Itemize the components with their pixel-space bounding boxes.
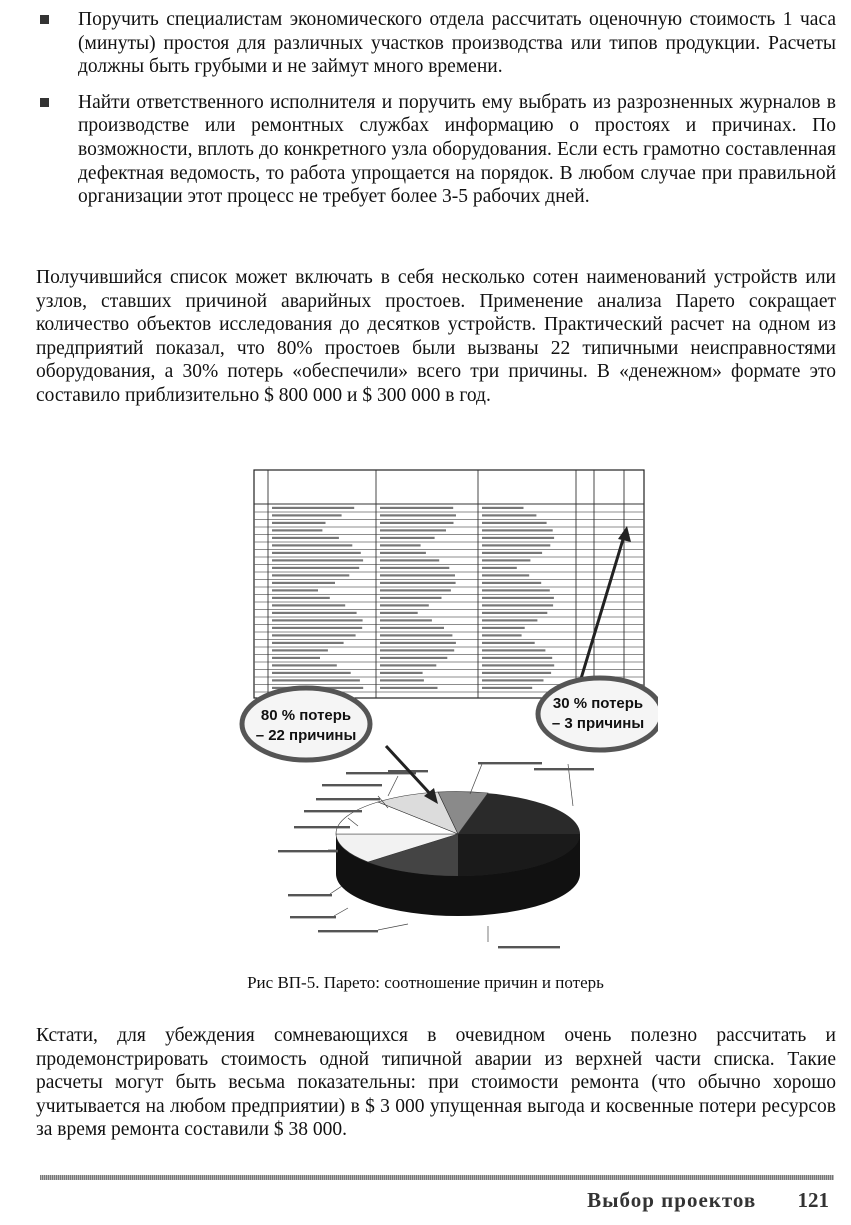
table-cell-text-illegible	[482, 619, 537, 621]
table-cell-text-illegible	[482, 537, 554, 539]
table-cell-text-illegible	[482, 657, 552, 659]
running-head: Выбор проектов	[587, 1188, 757, 1212]
table-cell-text-illegible	[272, 529, 322, 531]
table-cell-text-illegible	[272, 612, 357, 614]
pareto-figure	[238, 446, 658, 966]
table-cell-text-illegible	[272, 619, 363, 621]
table-cell-text-illegible	[272, 657, 320, 659]
list-item	[36, 91, 836, 209]
table-cell-text-illegible	[272, 544, 352, 546]
pie-label-illegible	[534, 768, 594, 770]
page-footer	[587, 1188, 829, 1213]
figure-caption: Рис ВП-5. Парето: соотношение причин и потерь	[247, 973, 604, 992]
table-cell-text-illegible	[482, 582, 541, 584]
pie-label-illegible	[316, 798, 380, 800]
table-cell-text-illegible	[272, 514, 342, 516]
callout-30-line2: – 3 причины	[551, 715, 645, 732]
table-cell-text-illegible	[380, 664, 436, 666]
pie-label-illegible	[290, 916, 336, 918]
table-cell-text-illegible	[380, 529, 446, 531]
table-cell-text-illegible	[482, 604, 553, 606]
table-cell-text-illegible	[482, 687, 532, 689]
pie-label-illegible	[304, 810, 362, 812]
pie-chart-image	[278, 762, 594, 948]
table-cell-text-illegible	[272, 649, 328, 651]
table-cell-text-illegible	[272, 567, 359, 569]
table-cell-text-illegible	[380, 687, 438, 689]
table-cell-text-illegible	[272, 574, 349, 576]
table-cell-text-illegible	[482, 574, 529, 576]
table-cell-text-illegible	[272, 522, 326, 524]
figure-graphic	[238, 446, 658, 966]
table-cell-text-illegible	[482, 544, 550, 546]
table-cell-text-illegible	[272, 559, 363, 561]
table-cell-text-illegible	[380, 552, 426, 554]
pie-label-illegible	[278, 850, 338, 852]
body-paragraph: Получившийся список может включать в себя несколько сотен наименований устройств или узлов, ставших причиной аварийных простоев. Применение анализа Парето сокращает количество объектов исследования до десятков устройств. Практический расчет на одном из предприятий показал, что 80% простоев были вызваны 22 типичными неисправностями оборудования, а 30% потерь «обеспечили» всего три причины. В «денежном» формате это составило приблизительно $ 800 000 и $ 300 000 в год.	[36, 267, 836, 406]
footer-rule	[40, 1175, 834, 1180]
table-cell-text-illegible	[380, 559, 439, 561]
table-cell-text-illegible	[482, 672, 551, 674]
table-cell-text-illegible	[482, 612, 547, 614]
table-cell-text-illegible	[380, 514, 456, 516]
table-cell-text-illegible	[380, 604, 429, 606]
pie-label-illegible	[318, 930, 378, 932]
bullet-marker-icon	[40, 98, 49, 107]
pie-label-illegible	[288, 894, 332, 896]
table-cell-text-illegible	[482, 552, 542, 554]
table-cell-text-illegible	[380, 612, 418, 614]
table-cell-text-illegible	[380, 679, 424, 681]
table-cell-text-illegible	[380, 537, 435, 539]
bullet-text: Поручить специалистам экономического отдела рассчитать оценочную стоимость 1 часа (минуты) простоя для различных участков производства или типов продукции. Расчеты должны быть грубыми и не займут много времени.	[78, 9, 836, 78]
list-item	[36, 8, 836, 79]
table-cell-text-illegible	[380, 597, 442, 599]
table-cell-text-illegible	[482, 559, 530, 561]
table-cell-text-illegible	[380, 642, 456, 644]
callout-30-percent	[538, 678, 658, 750]
table-cell-text-illegible	[380, 627, 444, 629]
table-cell-text-illegible	[272, 507, 354, 509]
table-cell-text-illegible	[482, 642, 535, 644]
table-cell-text-illegible	[272, 597, 330, 599]
table-cell-text-illegible	[482, 634, 522, 636]
page-number: 121	[797, 1188, 829, 1212]
table-cell-text-illegible	[482, 507, 524, 509]
table-cell-text-illegible	[272, 634, 356, 636]
table-cell-text-illegible	[272, 642, 344, 644]
table-cell-text-illegible	[272, 664, 337, 666]
table-cell-text-illegible	[272, 582, 335, 584]
bullet-marker-icon	[40, 15, 49, 24]
callout-80-line2: – 22 причины	[255, 727, 357, 744]
table-cell-text-illegible	[380, 507, 453, 509]
table-cell-text-illegible	[380, 619, 432, 621]
body-paragraph: Кстати, для убеждения сомневающихся в очевидном очень полезно рассчитать и продемонстрировать стоимость одной типичной аварии из верхней части списка. Такие расчеты могут быть весьма показательны: при стоимости ремонта (что обычно хорошо учитывается на любом предприятии) в $ 3 000 упущенная выгода и косвенные потери ресурсов за время ремонта составили $ 38 000.	[36, 1025, 836, 1141]
table-cell-text-illegible	[272, 552, 361, 554]
table-cell-text-illegible	[482, 597, 554, 599]
callout-80-line1: 80 % потерь	[260, 707, 352, 724]
table-cell-text-illegible	[380, 634, 452, 636]
table-cell-text-illegible	[272, 672, 351, 674]
table-cell-text-illegible	[272, 537, 339, 539]
table-cell-text-illegible	[380, 657, 447, 659]
table-cell-text-illegible	[380, 582, 456, 584]
table-cell-text-illegible	[482, 522, 547, 524]
table-cell-text-illegible	[380, 567, 449, 569]
pie-label-illegible	[322, 784, 382, 786]
pie-label-illegible	[478, 762, 542, 764]
table-cell-text-illegible	[482, 529, 553, 531]
pie-label-illegible	[498, 946, 560, 948]
table-cell-text-illegible	[482, 649, 545, 651]
table-cell-text-illegible	[482, 567, 517, 569]
table-cell-text-illegible	[482, 514, 536, 516]
table-cell-text-illegible	[380, 522, 454, 524]
table-cell-text-illegible	[482, 679, 544, 681]
table-cell-text-illegible	[482, 627, 525, 629]
table-cell-text-illegible	[380, 672, 423, 674]
table-cell-text-illegible	[272, 604, 345, 606]
table-cell-text-illegible	[380, 544, 421, 546]
table-cell-text-illegible	[272, 589, 318, 591]
table-cell-text-illegible	[380, 574, 455, 576]
table-cell-text-illegible	[272, 627, 362, 629]
callout-80-percent	[242, 688, 370, 760]
table-cell-text-illegible	[482, 589, 550, 591]
callout-30-line1: 30 % потерь	[552, 695, 644, 712]
bullet-text: Найти ответственного исполнителя и поручить ему выбрать из разрозненных журналов в производстве или ремонтных службах информацию о простоях и причинах. По возможности, вплоть до конкретного узла оборудования. Если есть грамотно составленная дефектная ведомость, то работа упрощается на порядок. В любом случае при правильной организации этот процесс не требует более 3-5 рабочих дней.	[78, 91, 836, 208]
table-cell-text-illegible	[380, 649, 454, 651]
bullet-list	[36, 8, 836, 221]
table-cell-text-illegible	[272, 679, 360, 681]
table-cell-text-illegible	[482, 664, 554, 666]
table-cell-text-illegible	[380, 589, 451, 591]
pie-label-illegible	[294, 826, 350, 828]
